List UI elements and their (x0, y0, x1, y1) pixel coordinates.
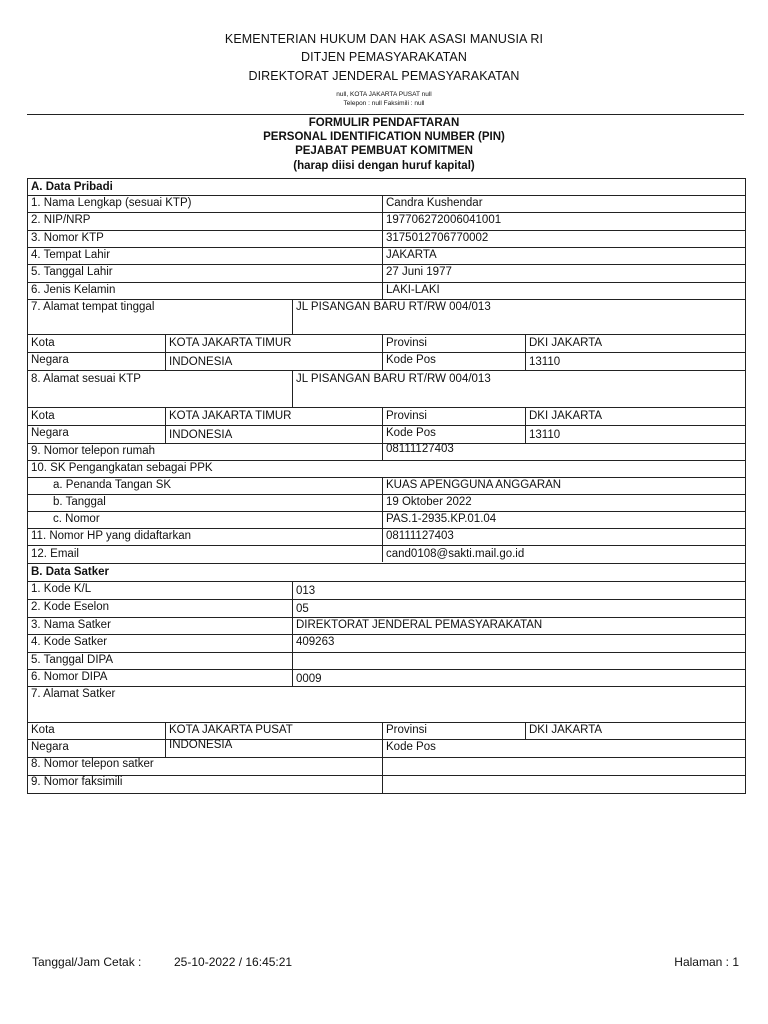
kode-kl-value: 013 (296, 585, 316, 597)
nip-value: 197706272006041001 (386, 214, 502, 226)
email-label: 12. Email (31, 548, 79, 560)
form-role: PEJABAT PEMBUAT KOMITMEN (295, 145, 473, 157)
kota-satker-value: KOTA JAKARTA PUSAT (169, 724, 293, 736)
kode-pos-label: Kode Pos (386, 354, 436, 366)
kota-satker-label: Kota (31, 724, 55, 736)
sk-penanda-value: KUAS APENGGUNA ANGGARAN (386, 479, 562, 491)
ktp-value: 3175012706770002 (386, 232, 489, 244)
sk-nomor-label: c. Nomor (53, 513, 100, 525)
tanggal-dipa-label: 5. Tanggal DIPA (31, 654, 114, 666)
telepon-rumah-label: 9. Nomor telepon rumah (31, 445, 156, 457)
kode-pos-ktp-label: Kode Pos (386, 427, 436, 439)
kode-satker-value: 409263 (296, 636, 335, 648)
alamat-ktp-label: 8. Alamat sesuai KTP (31, 373, 141, 385)
provinsi-satker-value: DKI JAKARTA (529, 724, 603, 736)
kode-pos-value: 13110 (529, 356, 561, 368)
jenis-kelamin-label: 6. Jenis Kelamin (31, 284, 116, 296)
print-date-label: Tanggal/Jam Cetak : (32, 955, 142, 969)
alamat-tinggal-value: JL PISANGAN BARU RT/RW 004/013 (296, 301, 491, 313)
tempat-lahir-value: JAKARTA (386, 249, 437, 261)
jenis-kelamin-value: LAKI-LAKI (386, 284, 440, 296)
kode-eselon-value: 05 (296, 603, 309, 615)
email-value: cand0108@sakti.mail.go.id (386, 548, 525, 560)
registration-form (27, 178, 746, 794)
negara-ktp-label: Negara (31, 427, 69, 439)
kode-pos-satker-label: Kode Pos (386, 741, 436, 753)
sk-tanggal-label: b. Tanggal (53, 496, 106, 508)
kota-ktp-label: Kota (31, 410, 55, 422)
alamat-ktp-value: JL PISANGAN BARU RT/RW 004/013 (296, 373, 491, 385)
negara-ktp-value: INDONESIA (169, 429, 233, 441)
nama-label: 1. Nama Lengkap (sesuai KTP) (31, 197, 192, 209)
kode-pos-ktp-value: 13110 (529, 429, 561, 441)
telepon-satker-label: 8. Nomor telepon satker (31, 758, 154, 770)
kota-label: Kota (31, 337, 55, 349)
sk-nomor-value: PAS.1-2935.KP.01.04 (386, 513, 497, 525)
print-date-value: 25-10-2022 / 16:45:21 (174, 955, 293, 969)
section-b-title: B. Data Satker (31, 566, 109, 578)
telepon-rumah-value: 08111127403 (386, 443, 454, 455)
nip-label: 2. NIP/NRP (31, 214, 91, 226)
page-number: Halaman : 1 (674, 955, 739, 969)
negara-satker-value: INDONESIA (169, 739, 233, 751)
nomor-dipa-value: 0009 (296, 673, 322, 685)
kode-eselon-label: 2. Kode Eselon (31, 601, 110, 613)
directorate-full: DIREKTORAT JENDERAL PEMASYARAKATAN (248, 69, 520, 83)
directorate-short: DITJEN PEMASYARAKATAN (300, 50, 468, 64)
negara-satker-label: Negara (31, 741, 69, 753)
form-title: FORMULIR PENDAFTARAN (308, 117, 460, 129)
tempat-lahir-label: 4. Tempat Lahir (31, 249, 111, 261)
ktp-label: 3. Nomor KTP (31, 232, 104, 244)
negara-label: Negara (31, 354, 69, 366)
nama-value: Candra Kushendar (386, 197, 483, 209)
nomor-hp-label: 11. Nomor HP yang didaftarkan (31, 530, 192, 542)
alamat-tinggal-label: 7. Alamat tempat tinggal (31, 301, 155, 313)
kota-ktp-value: KOTA JAKARTA TIMUR (169, 410, 292, 422)
provinsi-ktp-value: DKI JAKARTA (529, 410, 603, 422)
provinsi-satker-label: Provinsi (386, 724, 427, 736)
kode-satker-label: 4. Kode Satker (31, 636, 108, 648)
sk-pengangkatan-label: 10. SK Pengangkatan sebagai PPK (31, 462, 213, 474)
sk-penanda-label: a. Penanda Tangan SK (53, 479, 172, 491)
office-address: null, KOTA JAKARTA PUSAT null (336, 91, 432, 98)
form-instruction: (harap diisi dengan huruf kapital) (293, 160, 475, 172)
nomor-dipa-label: 6. Nomor DIPA (31, 671, 108, 683)
alamat-satker-label: 7. Alamat Satker (31, 688, 116, 700)
provinsi-value: DKI JAKARTA (529, 337, 603, 349)
tanggal-lahir-label: 5. Tanggal Lahir (31, 266, 113, 278)
header-divider (27, 114, 744, 115)
section-a-title: A. Data Pribadi (31, 181, 113, 193)
nama-satker-value: DIREKTORAT JENDERAL PEMASYARAKATAN (296, 619, 543, 631)
tanggal-lahir-value: 27 Juni 1977 (386, 266, 452, 278)
provinsi-ktp-label: Provinsi (386, 410, 427, 422)
negara-value: INDONESIA (169, 356, 233, 368)
ministry-name: KEMENTERIAN HUKUM DAN HAK ASASI MANUSIA RI (224, 32, 544, 46)
nama-satker-label: 3. Nama Satker (31, 619, 111, 631)
form-subtitle: PERSONAL IDENTIFICATION NUMBER (PIN) (263, 131, 505, 143)
kota-value: KOTA JAKARTA TIMUR (169, 337, 292, 349)
nomor-hp-value: 08111127403 (386, 530, 454, 542)
kode-kl-label: 1. Kode K/L (31, 583, 92, 595)
sk-tanggal-value: 19 Oktober 2022 (386, 496, 472, 508)
provinsi-label: Provinsi (386, 337, 427, 349)
office-contact: Telepon : null Faksimili : null (343, 100, 425, 107)
faksimili-label: 9. Nomor faksimili (31, 776, 123, 788)
